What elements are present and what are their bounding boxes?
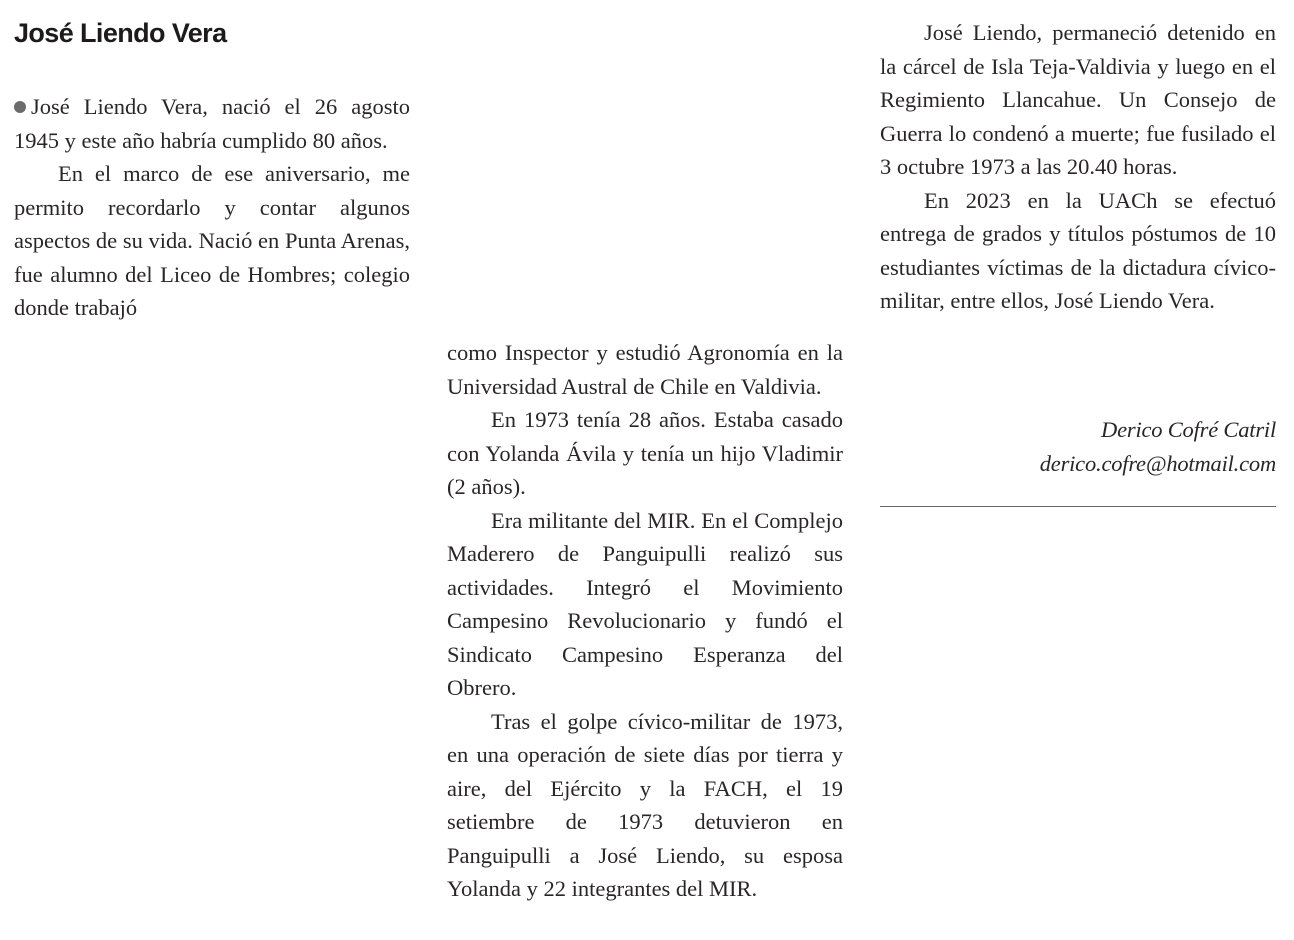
column-1	[14, 90, 410, 325]
column-2	[447, 336, 843, 906]
paragraph-1-text: José Liendo Vera, nació el 26 agosto 1945 y este año habría cumplido 80 años.	[14, 94, 410, 153]
paragraph-7: José Liendo, permaneció detenido en la cárcel de Isla Teja-Valdivia y luego en el Regimiento Llancahue. Un Consejo de Guerra lo condenó a muerte; fue fusilado el 3 octubre 1973 a las 20.40 horas.	[880, 20, 1276, 179]
paragraph-6: Tras el golpe cívico-militar de 1973, en una operación de siete días por tierra y aire, del Ejército y la FACH, el 19 setiembre de 1973 detuvieron en Panguipulli a José Liendo, su esposa Yolanda y 22 integrantes del MIR.	[447, 708, 843, 901]
column-3	[880, 16, 1276, 318]
paragraph-4: En 1973 tenía 28 años. Estaba casado con Yolanda Ávila y tenía un hijo Vladimir (2 años).	[447, 407, 843, 499]
paragraph-3: como Inspector y estudió Agronomía en la Universidad Austral de Chile en Valdivia.	[447, 340, 843, 399]
letter-headline: José Liendo Vera	[14, 18, 227, 48]
signature-block	[880, 413, 1276, 481]
paragraph-2: En el marco de ese aniversario, me permito recordarlo y contar algunos aspectos de su vida. Nació en Punta Arenas, fue alumno del Liceo de Hombres; colegio donde trabajó	[14, 161, 410, 320]
paragraph-5: Era militante del MIR. En el Complejo Maderero de Panguipulli realizó sus actividades. Integró el Movimiento Campesino Revolucionario y fundó el Sindicato Campesino Esperanza del Obrero.	[447, 507, 843, 700]
closing-divider	[880, 506, 1276, 507]
paragraph-8: En 2023 en la UACh se efectuó entrega de grados y títulos póstumos de 10 estudiantes víctimas de la dictadura cívico-militar, entre ellos, José Liendo Vera.	[880, 187, 1276, 313]
paragraph-1	[14, 90, 410, 157]
signature-email: derico.cofre@hotmail.com	[1039, 451, 1276, 476]
bullet-dot-icon	[14, 101, 26, 113]
signature-author: Derico Cofré Catril	[1101, 417, 1276, 442]
